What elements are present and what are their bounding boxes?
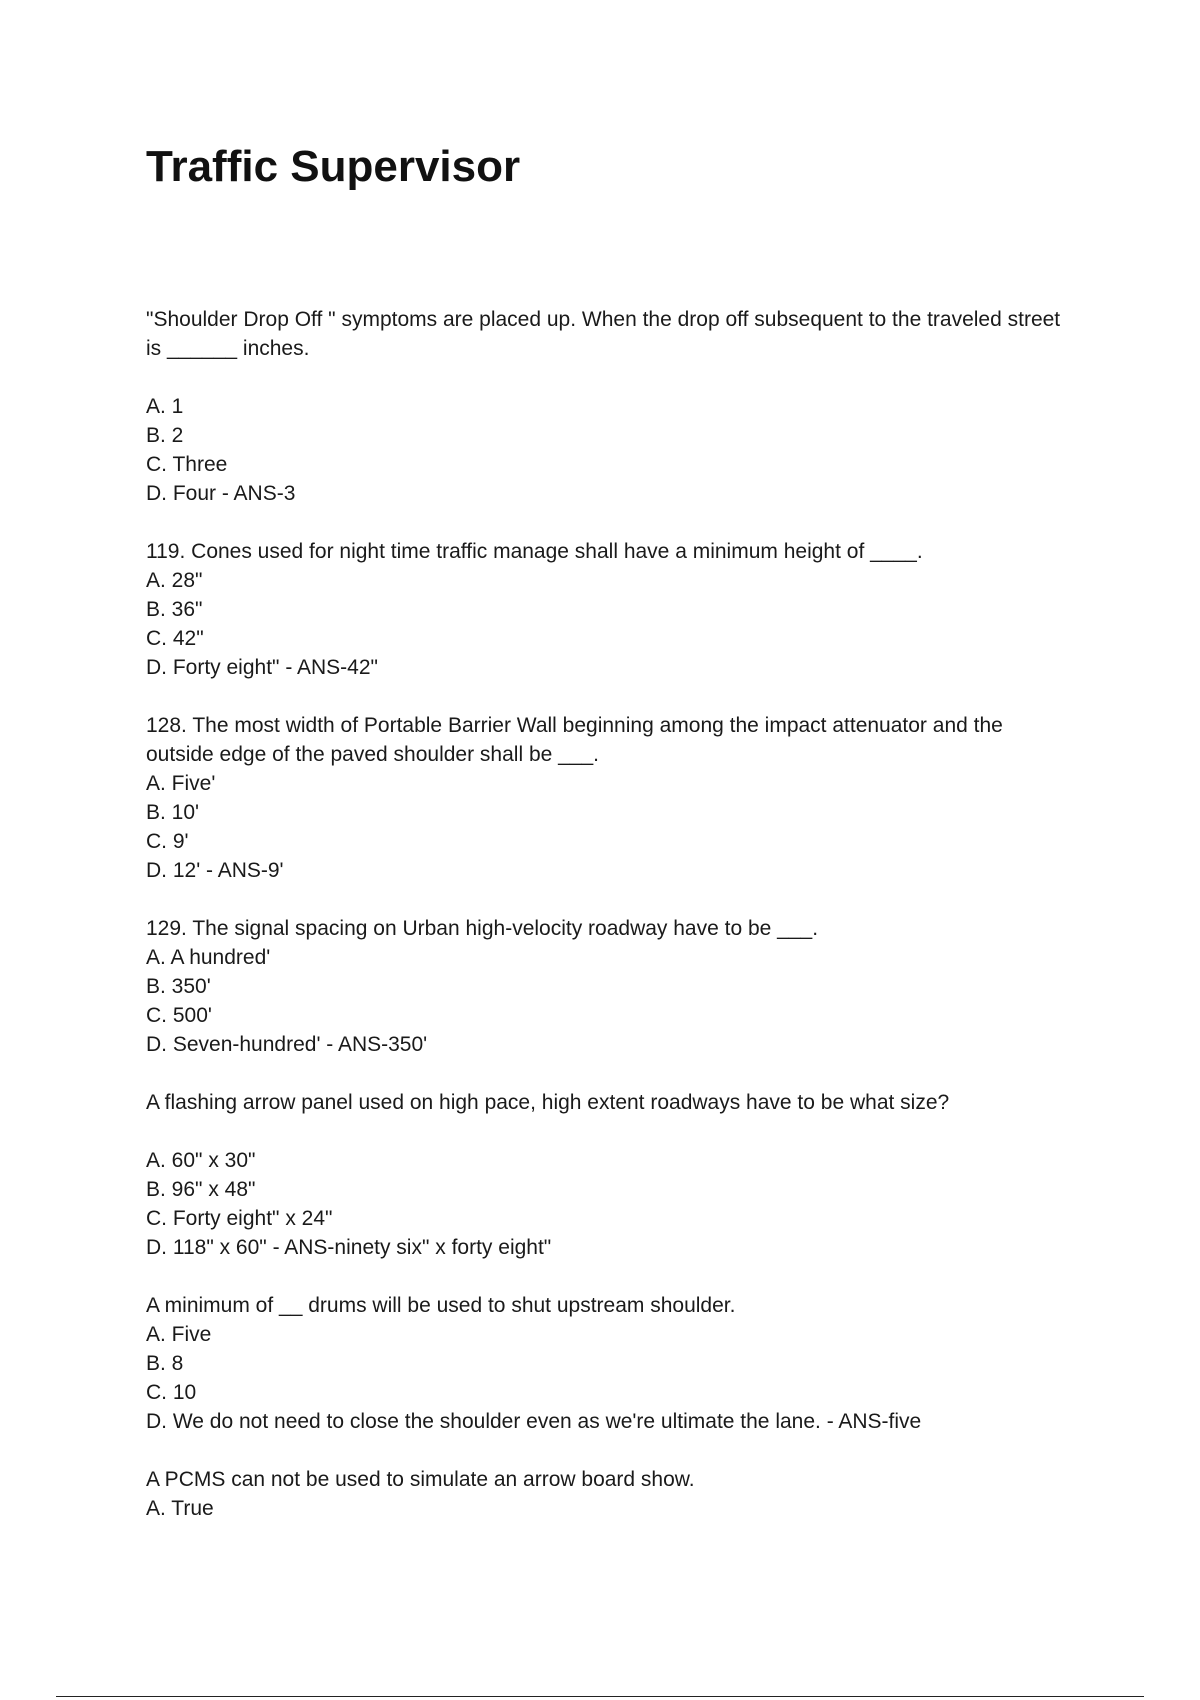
answer-options: [146, 769, 1066, 885]
answer-option: D. 12' - ANS-9': [146, 859, 284, 882]
question-text: 119. Cones used for night time traffic manage shall have a minimum height of ____.: [146, 540, 923, 563]
answer-option: D. Seven-hundred' - ANS-350': [146, 1033, 428, 1056]
question-text: 128. The most width of Portable Barrier Wall beginning among the impact attenuator and the outside edge of the paved shoulder shall be ___.: [146, 714, 1003, 766]
answer-options: [146, 1320, 1066, 1436]
answer-option: D. Forty eight" - ANS-42": [146, 656, 378, 679]
answer-option: C. 500': [146, 1004, 212, 1027]
answer-option: A. 1: [146, 395, 184, 418]
question-text: "Shoulder Drop Off " symptoms are placed up. When the drop off subsequent to the traveled street is ______ inches.: [146, 308, 1061, 360]
question-block: [146, 305, 1066, 508]
question-block: [146, 1291, 1066, 1436]
question-block: [146, 1088, 1066, 1262]
answer-options: [146, 943, 1066, 1059]
answer-options: [146, 1494, 1066, 1523]
answer-option: A. A hundred': [146, 946, 271, 969]
answer-option: A. True: [146, 1497, 214, 1520]
page-title: Traffic Supervisor: [146, 142, 521, 191]
answer-option: C. Three: [146, 453, 228, 476]
answer-options: [146, 566, 1066, 682]
answer-option: D. 118" x 60" - ANS-ninety six" x forty eight": [146, 1236, 552, 1259]
answer-option: C. 10: [146, 1381, 197, 1404]
answer-option: C. 42": [146, 627, 204, 650]
answer-option: B. 2: [146, 424, 184, 447]
question-text: A PCMS can not be used to simulate an arrow board show.: [146, 1468, 695, 1491]
answer-option: D. Four - ANS-3: [146, 482, 296, 505]
question-text: 129. The signal spacing on Urban high-velocity roadway have to be ___.: [146, 917, 819, 940]
answer-option: A. 28": [146, 569, 203, 592]
question-text: A flashing arrow panel used on high pace, high extent roadways have to be what size?: [146, 1091, 950, 1114]
answer-option: B. 350': [146, 975, 211, 998]
answer-options: [146, 392, 1066, 508]
answer-options: [146, 1146, 1066, 1262]
question-block: [146, 711, 1066, 885]
answer-option: B. 8: [146, 1352, 184, 1375]
answer-option: B. 96" x 48": [146, 1178, 256, 1201]
answer-option: A. Five: [146, 1323, 212, 1346]
answer-option: B. 36": [146, 598, 203, 621]
answer-option: A. 60" x 30": [146, 1149, 256, 1172]
answer-option: C. 9': [146, 830, 189, 853]
footer-divider: [56, 1696, 1144, 1697]
question-text: A minimum of __ drums will be used to shut upstream shoulder.: [146, 1294, 736, 1317]
answer-option: A. Five': [146, 772, 216, 795]
answer-option: C. Forty eight" x 24": [146, 1207, 333, 1230]
answer-option: B. 10': [146, 801, 200, 824]
question-block: [146, 537, 1066, 682]
answer-option: D. We do not need to close the shoulder even as we're ultimate the lane. - ANS-five: [146, 1410, 922, 1433]
question-list: [146, 305, 1066, 1552]
question-block: [146, 914, 1066, 1059]
question-block: [146, 1465, 1066, 1523]
